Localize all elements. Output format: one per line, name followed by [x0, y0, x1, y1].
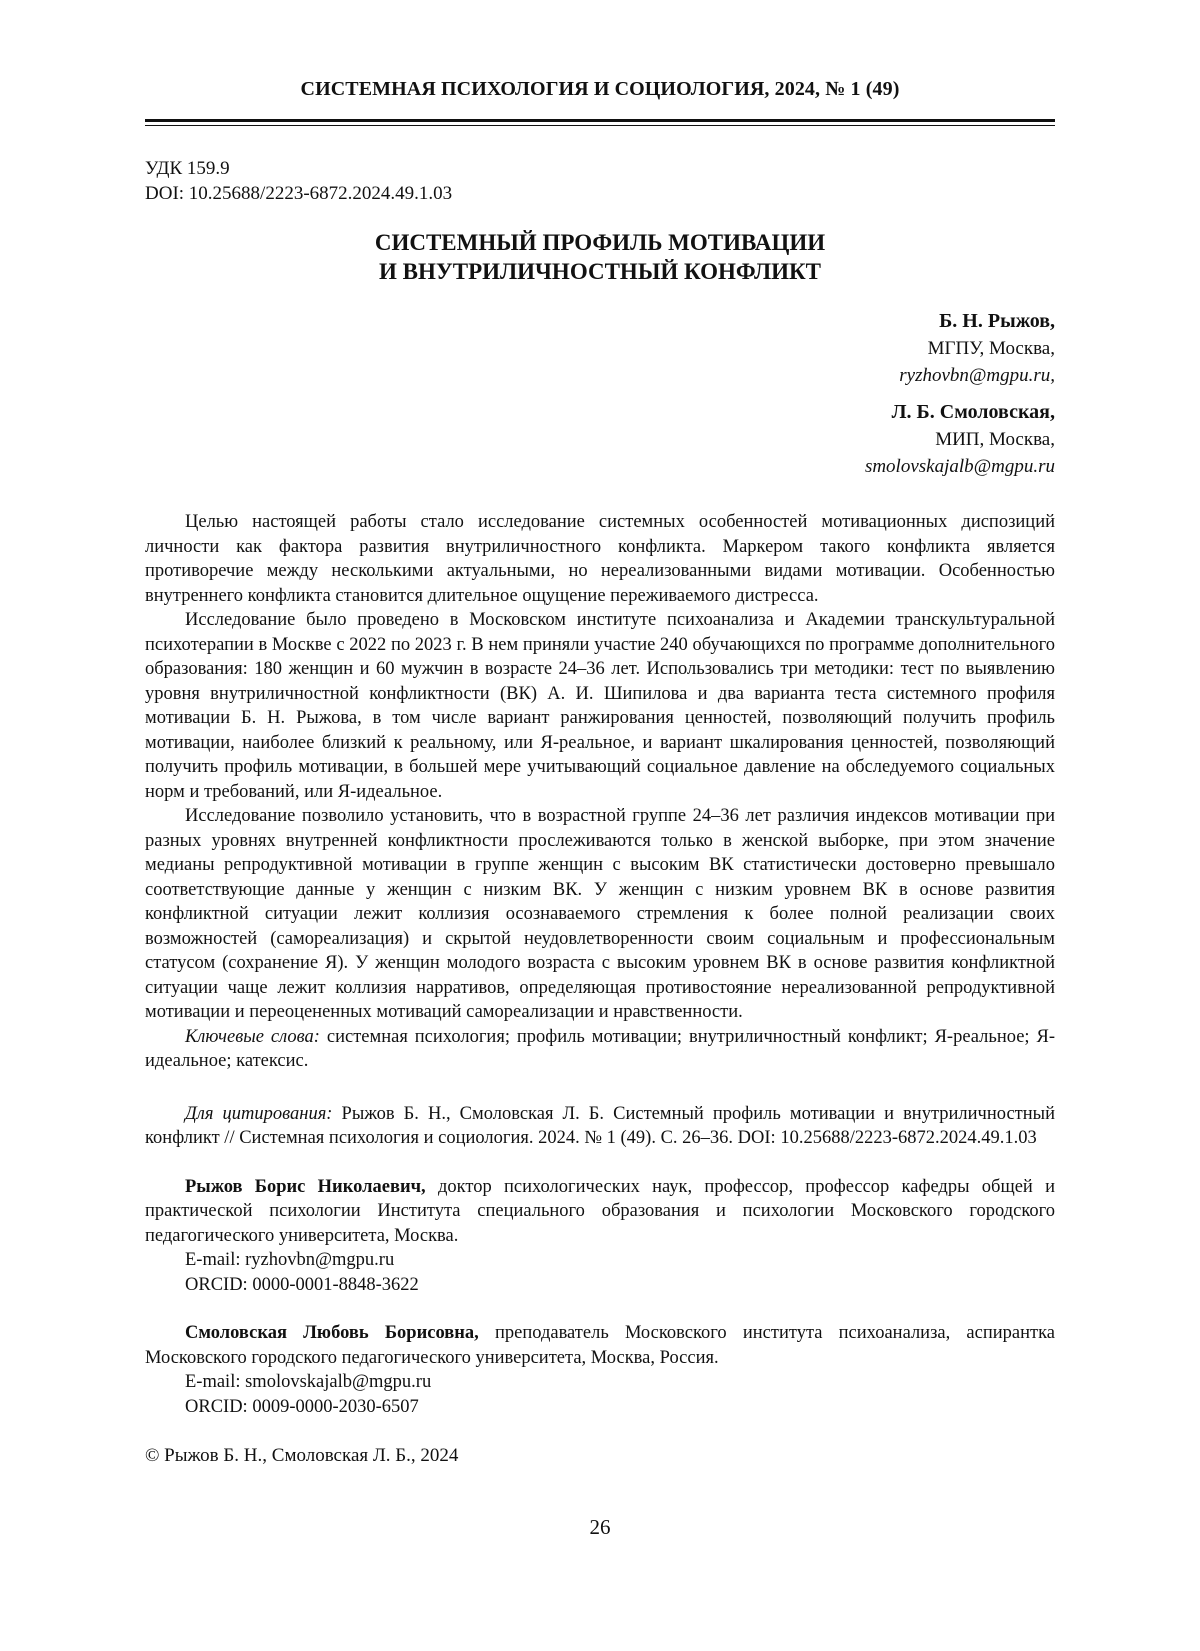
- abstract-paragraph: Исследование позволило установить, что в возрастной группе 24–36 лет различия индексов мотивации при разных уровнях внутренней конфликтности прослеживаются только в женской выборке, при этом значение медианы репродуктивной мотивации в группе женщин с высоким ВК статистически достоверно превышало соответствующие данные у женщин с низким ВК. У женщин с низким уровнем ВК в основе развития конфликтной ситуации лежит коллизия осознаваемого стремления к более полной реализации своих возможностей (самореализация) и скрытой неудовлетворенности своим социальным и профессиональным статусом (сохранение Я). У женщин молодого возраста с высоким уровнем ВК в основе развития конфликтной ситуации чаще лежит коллизия нарративов, определяющая противостояние нереализованной репродуктивной мотивации и переоцененных мотиваций самореализации и нравственности.: [145, 806, 1055, 1022]
- bio-email: E-mail: smolovskajalb@mgpu.ru: [185, 1372, 432, 1392]
- citation-label: Для цитирования:: [185, 1103, 333, 1124]
- abstract-paragraph: Исследование было проведено в Московском институте психоанализа и Академии транскультуральной психотерапии в Москве с 2022 по 2023 г. В нем приняли участие 240 обучающихся по программе дополнительного образования: 180 женщин и 60 мужчин в возрасте 24–36 лет. Использовались три методики: тест по выявлению уровня внутриличностной конфликтности (ВК) А. И. Шипилова и два варианта теста системного профиля мотивации Б. Н. Рыжова, в том числе вариант ранжирования ценностей, позволяющий получить профиль мотивации, наиболее близкий к реальному, или Я-реальное, и вариант шкалирования ценностей, позволяющий получить профиль мотивации, в большей мере учитывающий социальное давление на обследуемого социальных норм и требований, или Я-идеальное.: [145, 610, 1055, 802]
- bio-text: доктор психологических наук, профессор, профессор кафедры общей и практической психологии Института специального образования и психологии Московского городского педагогического университета, Москва.: [145, 1176, 1055, 1246]
- bio-orcid: ORCID: 0009-0000-2030-6507: [185, 1396, 419, 1417]
- authors: [145, 308, 1055, 480]
- article-title: [145, 228, 1055, 286]
- author-name: Б. Н. Рыжов,: [939, 310, 1055, 332]
- keywords: [145, 1025, 1055, 1074]
- bio-name: Смоловская Любовь Борисовна,: [185, 1323, 479, 1343]
- author-affiliation: МИП, Москва,: [935, 429, 1055, 450]
- citation: [145, 1102, 1055, 1151]
- author-email: ryzhovbn@mgpu.ru,: [899, 365, 1055, 386]
- bio-paragraph: [145, 1175, 1055, 1249]
- udk: УДК 159.9: [145, 158, 230, 179]
- abstract: [145, 510, 1055, 1074]
- author-1: [145, 308, 1055, 389]
- header-rule-thick: [145, 119, 1055, 122]
- running-head: СИСТЕМНАЯ ПСИХОЛОГИЯ И СОЦИОЛОГИЯ, 2024, № 1 (49): [300, 78, 900, 100]
- doi: DOI: 10.25688/2223-6872.2024.49.1.03: [145, 183, 453, 204]
- title-line-1: СИСТЕМНЫЙ ПРОФИЛЬ МОТИВАЦИИ: [374, 230, 826, 255]
- author-affiliation: МГПУ, Москва,: [927, 338, 1055, 359]
- keywords-label: Ключевые слова:: [185, 1026, 320, 1047]
- copyright: © Рыжов Б. Н., Смоловская Л. Б., 2024: [145, 1445, 459, 1466]
- author-2: [145, 399, 1055, 480]
- author-email: smolovskajalb@mgpu.ru: [864, 456, 1055, 477]
- header-rule-thin: [145, 125, 1055, 126]
- author-bio-2: [145, 1321, 1055, 1419]
- author-name: Л. Б. Смоловская,: [891, 401, 1055, 423]
- bio-name: Рыжов Борис Николаевич,: [185, 1176, 426, 1197]
- abstract-paragraph: Целью настоящей работы стало исследование системных особенностей мотивационных диспозиций личности как фактора развития внутриличностного конфликта. Маркером такого конфликта является противоречие между несколькими актуальными, но нереализованными видами мотивации. Особенностью внутреннего конфликта становится длительное ощущение переживаемого дистресса.: [145, 512, 1055, 606]
- keywords-text: системная психология; профиль мотивации; внутриличностный конфликт; Я-реальное; Я-идеальное; катексис.: [145, 1026, 1055, 1071]
- title-line-2: И ВНУТРИЛИЧНОСТНЫЙ КОНФЛИКТ: [378, 259, 822, 284]
- page: [145, 0, 1055, 1468]
- bio-text: преподаватель Московского института психоанализа, аспирантка Московского городского педагогического университета, Москва, Россия.: [145, 1323, 1055, 1368]
- page-number: 26: [589, 1515, 611, 1539]
- bio-orcid: ORCID: 0000-0001-8848-3622: [185, 1274, 419, 1295]
- author-bio-1: [145, 1175, 1055, 1298]
- bio-email: E-mail: ryzhovbn@mgpu.ru: [185, 1250, 395, 1270]
- citation-text: Рыжов Б. Н., Смоловская Л. Б. Системный профиль мотивации и внутриличностный конфликт // Системная психология и социология. 2024. № 1 (49). С. 26–36. DOI: 10.25688/2223-6872.2024.49.1.03: [145, 1103, 1055, 1148]
- article-meta: [145, 156, 1055, 206]
- bio-paragraph: [145, 1321, 1055, 1370]
